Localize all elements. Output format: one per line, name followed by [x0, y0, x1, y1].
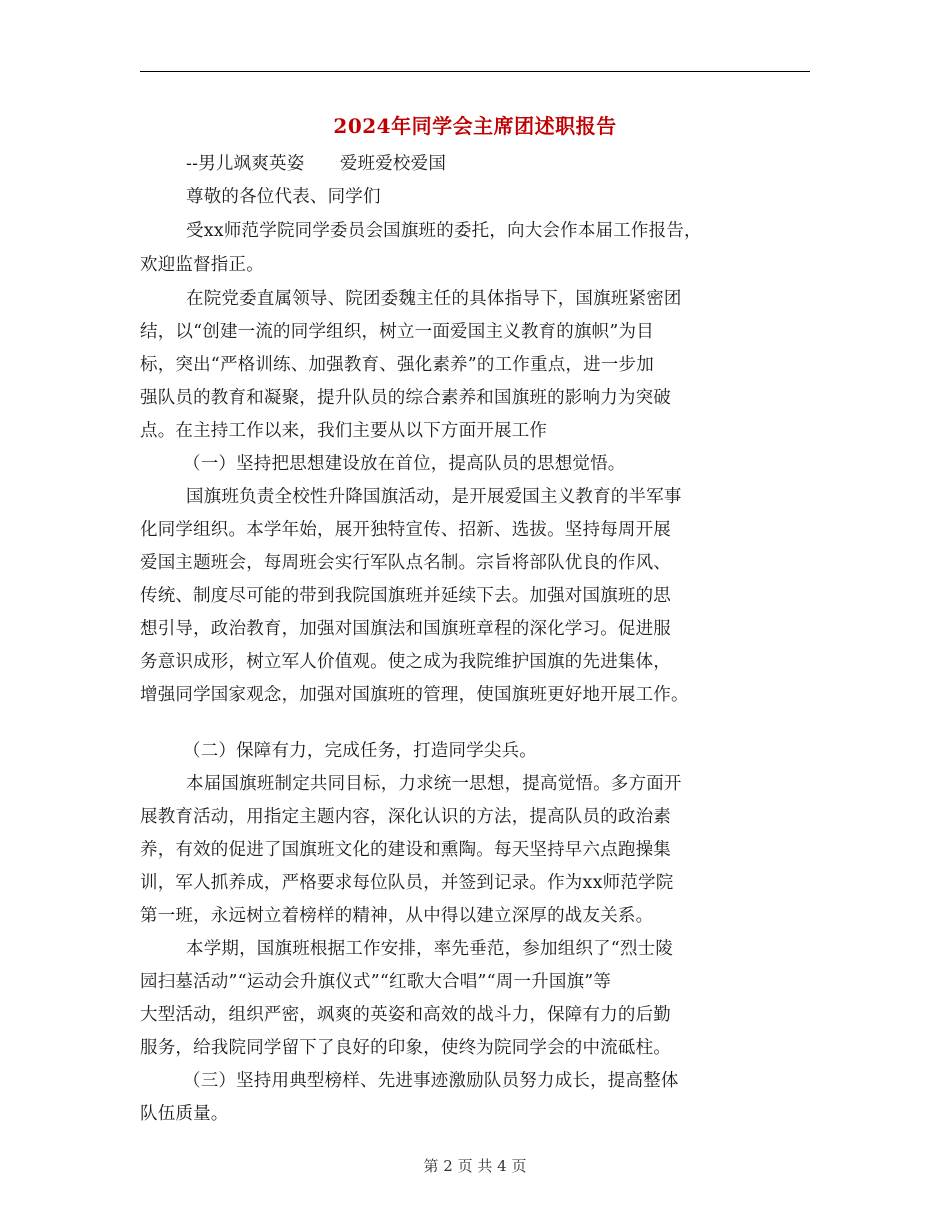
text-line: 国旗班负责全校性升降国旗活动，是开展爱国主义教育的半军事: [186, 487, 682, 507]
text-line: 欢迎监督指正。: [140, 255, 264, 275]
text-line: 增强同学国家观念，加强对国旗班的管理，使国旗班更好地开展工作。: [140, 685, 689, 705]
text-line: 展教育活动，用指定主题内容，深化认识的方法，提高队员的政治素: [140, 807, 671, 827]
text-line: 想引导，政治教育，加强对国旗法和国旗班章程的深化学习。促进服: [140, 619, 671, 639]
document-title: 2024年同学会主席团述职报告: [333, 114, 617, 138]
text-line: 受xx师范学院同学委员会国旗班的委托，向大会作本届工作报告，: [186, 221, 702, 241]
text-line: 大型活动，组织严密，飒爽的英姿和高效的战斗力，保障有力的后勤: [140, 1005, 671, 1025]
text-line: 在院党委直属领导、院团委魏主任的具体指导下，国旗班紧密团: [186, 289, 682, 309]
text-line: 传统、制度尽可能的带到我院国旗班并延续下去。加强对国旗班的思: [140, 586, 671, 606]
text-line: 服务，给我院同学留下了良好的印象，使终为院同学会的中流砥柱。: [140, 1038, 671, 1058]
text-line: 养，有效的促进了国旗班文化的建设和熏陶。每天坚持早六点跑操集: [140, 840, 671, 860]
text-line: 训，军人抓养成，严格要求每位队员，并签到记录。作为xx师范学院: [140, 873, 674, 893]
text-line: 爱国主题班会，每周班会实行军队点名制。宗旨将部队优良的作风、: [140, 553, 671, 573]
text-line: 第一班，永远树立着榜样的精神，从中得以建立深厚的战友关系。: [140, 906, 654, 926]
text-line: 化同学组织。本学年始，展开独特宣传、招新、选拔。坚持每周开展: [140, 520, 671, 540]
text-line: 强队员的教育和凝聚，提升队员的综合素养和国旗班的影响力为突破: [140, 388, 671, 408]
text-line: 本届国旗班制定共同目标，力求统一思想，提高觉悟。多方面开: [186, 774, 682, 794]
text-line: 结，以“创建一流的同学组织，树立一面爱国主义教育的旗帜”为目: [140, 322, 654, 342]
section-heading: （二）保障有力，完成任务，打造同学尖兵。: [183, 741, 537, 761]
header-rule: [140, 71, 810, 72]
section-heading: （一）坚持把思想建设放在首位，提高队员的思想觉悟。: [183, 454, 626, 474]
text-line: 园扫墓活动”“运动会升旗仪式”“红歌大合唱”“周一升国旗”等: [140, 972, 612, 992]
text-line: 标，突出“严格训练、加强教育、强化素养”的工作重点，进一步加: [140, 355, 654, 375]
text-line: 尊敬的各位代表、同学们: [186, 187, 381, 207]
text-line: --男儿飒爽英姿 爱班爱校爱国: [186, 154, 447, 174]
section-heading: （三）坚持用典型榜样、先进事迹激励队员努力成长，提高整体: [183, 1071, 679, 1091]
text-line: 本学期，国旗班根据工作安排，率先垂范，参加组织了“烈士陵: [186, 939, 674, 959]
text-line: 点。在主持工作以来，我们主要从以下方面开展工作: [140, 421, 548, 441]
text-line: 队伍质量。: [140, 1104, 229, 1124]
text-line: 务意识成形，树立军人价值观。使之成为我院维护国旗的先进集体，: [140, 652, 671, 672]
page-number: 第 2 页 共 4 页: [423, 1157, 527, 1175]
